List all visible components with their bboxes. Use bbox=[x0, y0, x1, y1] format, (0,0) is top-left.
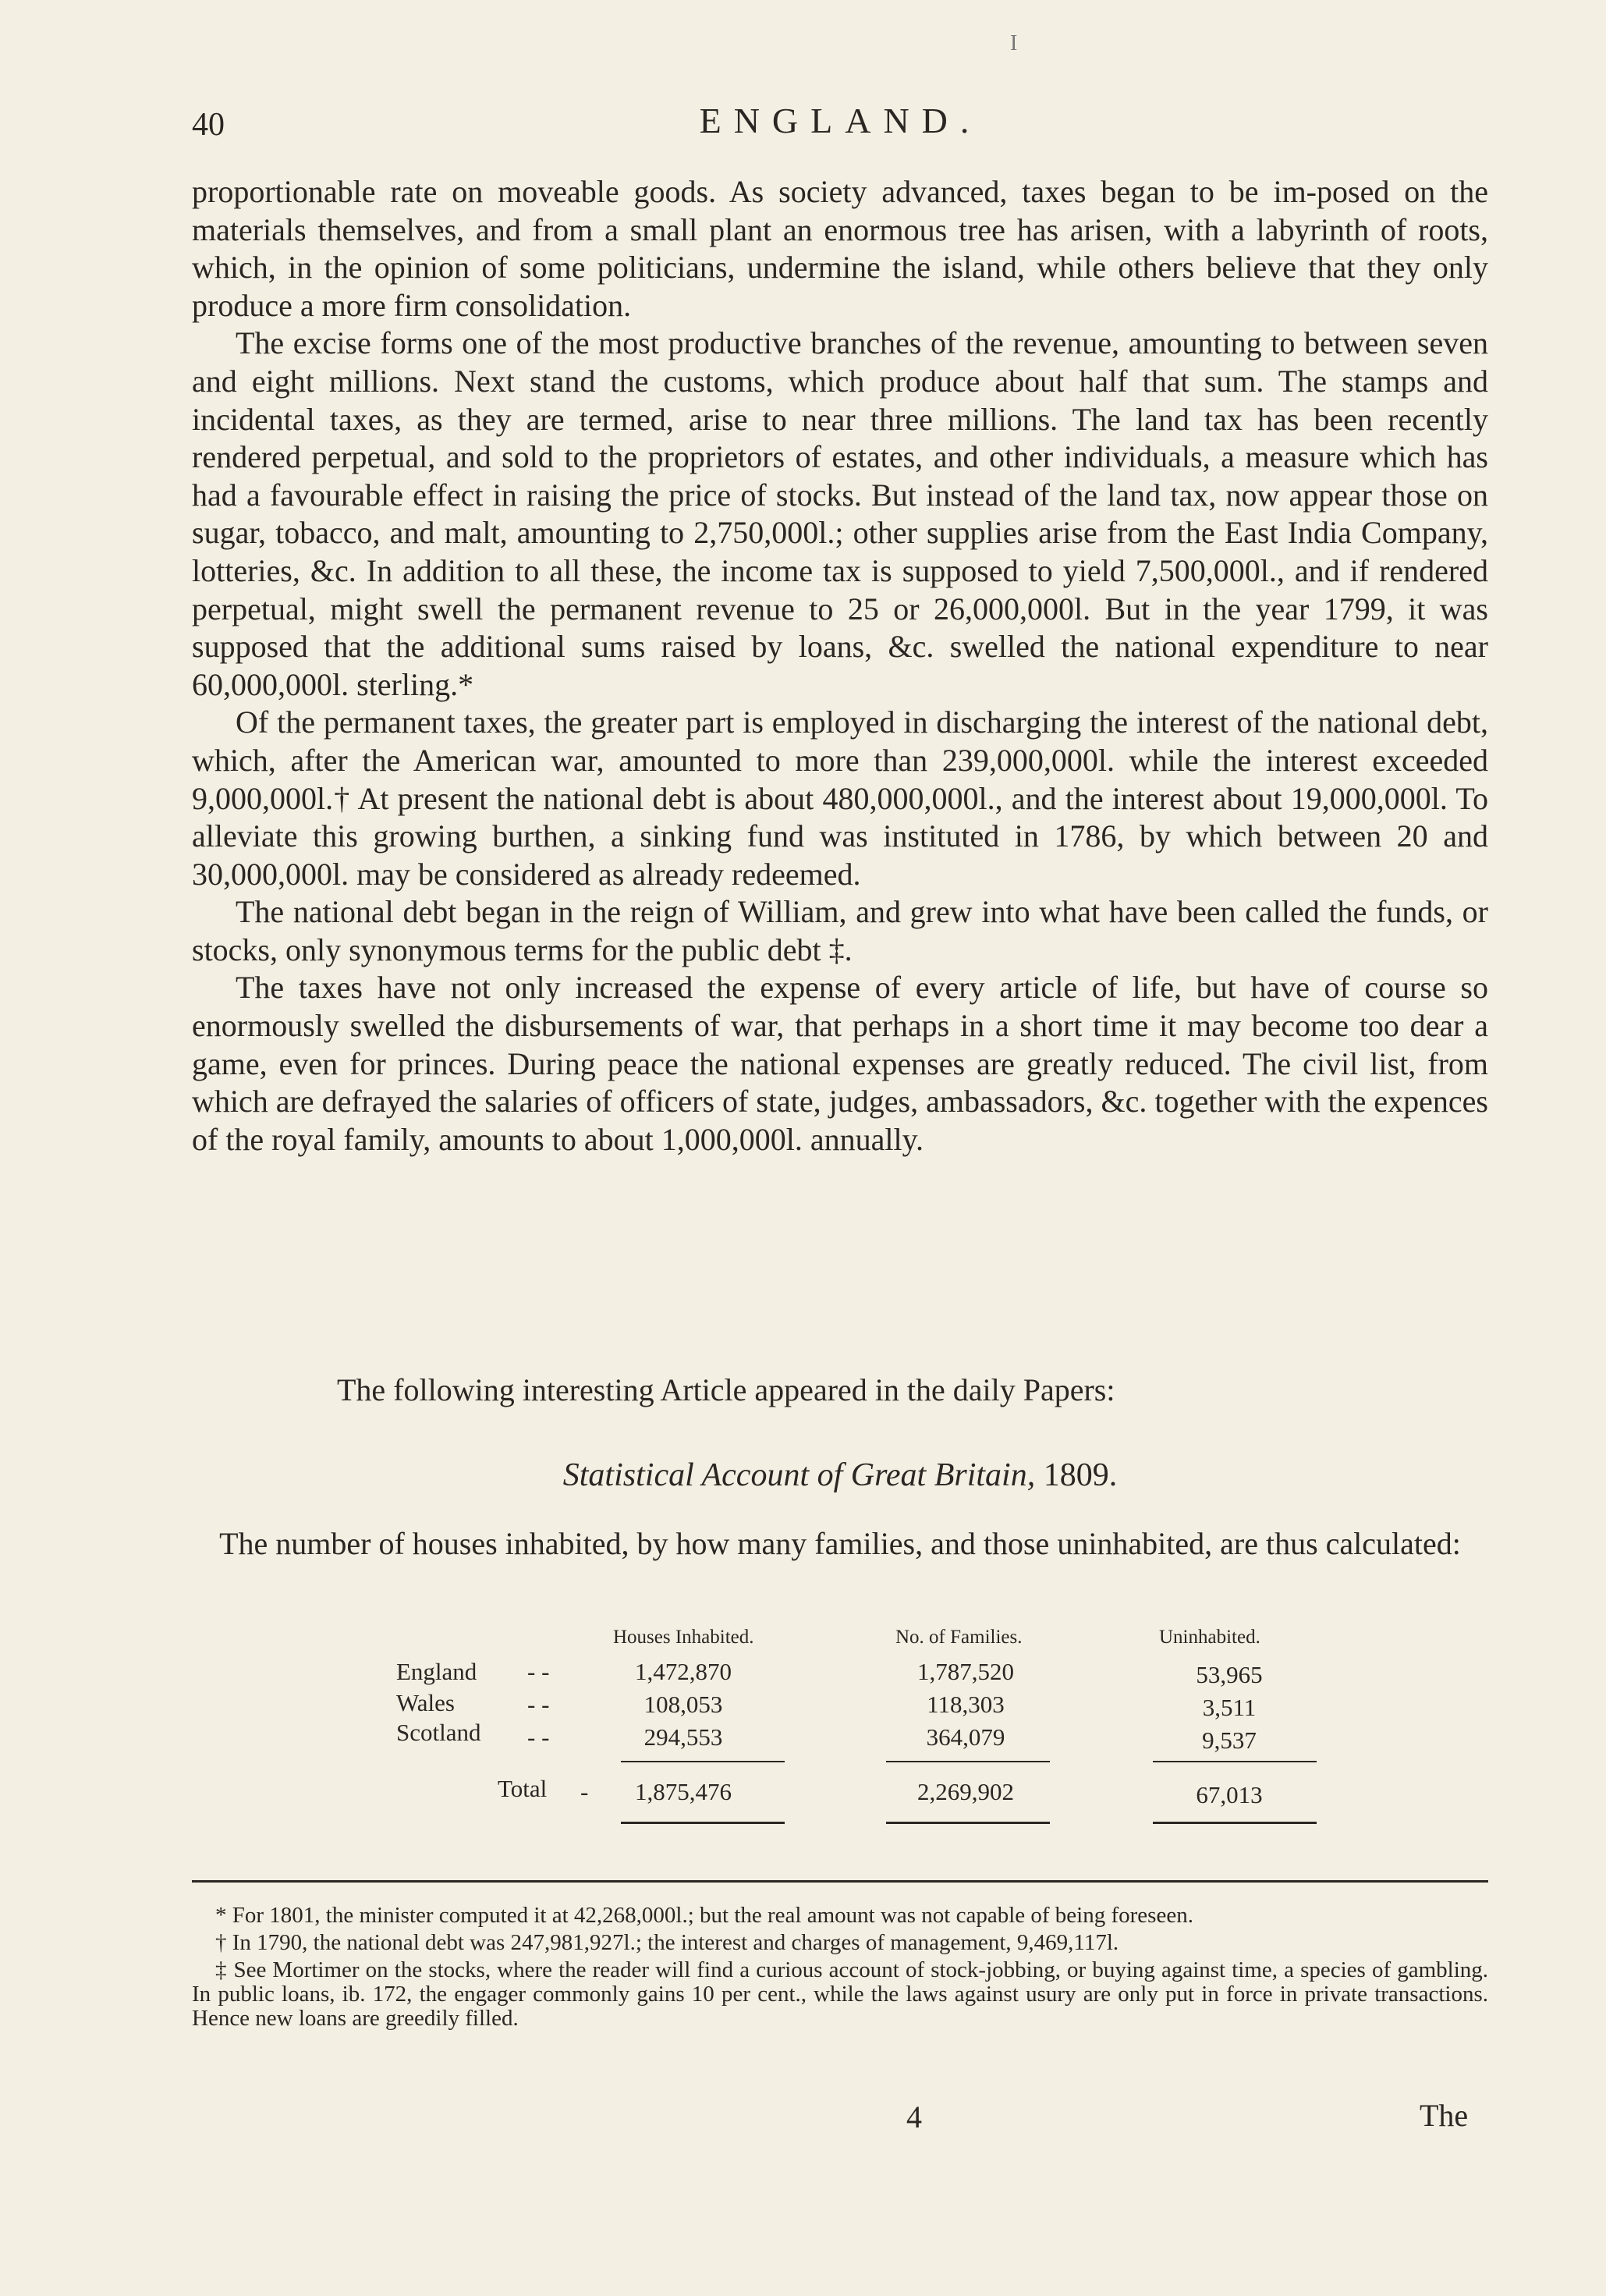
paragraph-1: proportionable rate on moveable goods. As society advanced, taxes began to be im-posed on the materials themselves, and from a small plant an enormous tree has arisen, with a labyrinth of roots, which, in the opinion of some politicians, undermine the island, while others believe that they only produce a more firm consolidation. bbox=[192, 174, 1488, 323]
total-dash: - bbox=[580, 1778, 589, 1805]
page-header bbox=[192, 100, 1489, 147]
row-label: England bbox=[396, 1658, 477, 1685]
footnote-2: † In 1790, the national debt was 247,981,927l.; the interest and charges of management, 9,469,117l. bbox=[215, 1930, 1119, 1955]
row-dash: - - bbox=[527, 1723, 550, 1751]
article-description: The number of houses inhabited, by how many families, and those uninhabited, are thus calculated: bbox=[219, 1526, 1461, 1561]
page-number: 40 bbox=[192, 107, 225, 143]
signature-mark: 4 bbox=[906, 2099, 922, 2135]
cell-families: 1,787,520 bbox=[917, 1658, 1014, 1685]
body-text bbox=[192, 173, 1488, 1159]
header-houses: Houses Inhabited. bbox=[613, 1627, 754, 1648]
total-rule-families bbox=[886, 1822, 1050, 1824]
article-title bbox=[192, 1457, 1488, 1494]
article-title-italic: Statistical Account of Great Britain, bbox=[562, 1457, 1036, 1493]
total-label: Total bbox=[498, 1775, 548, 1802]
article-title-year: 1809. bbox=[1043, 1457, 1118, 1493]
total-rule-uninhabited bbox=[1153, 1822, 1317, 1824]
cell-uninhabited: 3,511 bbox=[1202, 1694, 1257, 1721]
row-dash: - - bbox=[527, 1658, 550, 1685]
cell-uninhabited: 9,537 bbox=[1202, 1726, 1257, 1754]
header-uninhabited: Uninhabited. bbox=[1159, 1627, 1260, 1648]
cell-families: 364,079 bbox=[926, 1723, 1005, 1751]
row-label: Scotland bbox=[396, 1719, 481, 1746]
top-mark: I bbox=[1010, 31, 1018, 55]
footnote-3: ‡ See Mortimer on the stocks, where the reader will find a curious account of stock-jobbing, or buying against time, a species of gambling. In public loans, ib. 172, the engager commonly gains 10 per cent., while the laws against usury are only put in force in private transactions. Hence new loans are greedily filled. bbox=[192, 1957, 1488, 2031]
footnote-separator bbox=[192, 1880, 1488, 1883]
running-head: ENGLAND. bbox=[699, 101, 982, 140]
cell-total-houses: 1,875,476 bbox=[635, 1778, 732, 1805]
header-families: No. of Families. bbox=[895, 1627, 1023, 1648]
cell-total-uninhabited: 67,013 bbox=[1196, 1781, 1263, 1808]
paragraph-3: Of the permanent taxes, the greater part is employed in discharging the interest of the national debt, which, after the American war, amounted to more than 239,000,000l. while the interest exceeded 9,000,000l.† At present the national debt is about 480,000,000l., and the interest about 19,000,000l. To alleviate this growing burthen, a sinking fund was instituted in 1786, by which between 20 and 30,000,000l. may be considered as already redeemed. bbox=[192, 704, 1488, 892]
total-rule-houses bbox=[621, 1822, 785, 1824]
subtotal-rule-uninhabited bbox=[1153, 1761, 1317, 1762]
cell-total-families: 2,269,902 bbox=[917, 1778, 1014, 1805]
paragraph-4: The national debt began in the reign of William, and grew into what have been called the funds, or stocks, only synonymous terms for the public debt ‡. bbox=[192, 894, 1488, 967]
cell-houses: 108,053 bbox=[643, 1691, 723, 1718]
footnotes bbox=[192, 1904, 1488, 2034]
cell-families: 118,303 bbox=[927, 1691, 1005, 1718]
footnote-1: * For 1801, the minister computed it at 42,268,000l.; but the real amount was not capable of being foreseen. bbox=[215, 1903, 1193, 1928]
cell-uninhabited: 53,965 bbox=[1196, 1661, 1263, 1688]
catchword: The bbox=[1420, 2098, 1469, 2133]
paragraph-2: The excise forms one of the most productive branches of the revenue, amounting to between seven and eight millions. Next stand the customs, which produce about half that sum. The stamps and incidental taxes, as they are termed, arise to near three millions. The land tax has been recently rendered perpetual, and sold to the proprietors of estates, and other individuals, a measure which has had a favourable effect in raising the price of stocks. But instead of the land tax, now appear those on sugar, tobacco, and malt, amounting to 2,750,000l.; other supplies arise from the East India Company, lotteries, &c. In addition to all these, the income tax is supposed to yield 7,500,000l., and if rendered perpetual, might swell the permanent revenue to 25 or 26,000,000l. But in the year 1799, it was supposed that the additional sums raised by loans, &c. swelled the national expenditure to near 60,000,000l. sterling.* bbox=[192, 325, 1488, 702]
row-label: Wales bbox=[396, 1689, 455, 1716]
cell-houses: 1,472,870 bbox=[635, 1658, 732, 1685]
cell-houses: 294,553 bbox=[643, 1723, 723, 1751]
article-intro-text: The following interesting Article appeared in the daily Papers: bbox=[337, 1372, 1115, 1407]
row-dash: - - bbox=[527, 1691, 550, 1718]
paragraph-5: The taxes have not only increased the expense of every article of life, but have of course so enormously swelled the disbursements of war, that perhaps in a short time it may become too dear a game, even for princes. During peace the national expenses are greatly reduced. The civil list, from which are defrayed the salaries of officers of state, judges, ambassadors, &c. together with the expences of the royal family, amounts to about 1,000,000l. annually. bbox=[192, 970, 1488, 1157]
subtotal-rule-houses bbox=[621, 1761, 785, 1762]
subtotal-rule-families bbox=[886, 1761, 1050, 1762]
article-intro bbox=[192, 1372, 1488, 1409]
